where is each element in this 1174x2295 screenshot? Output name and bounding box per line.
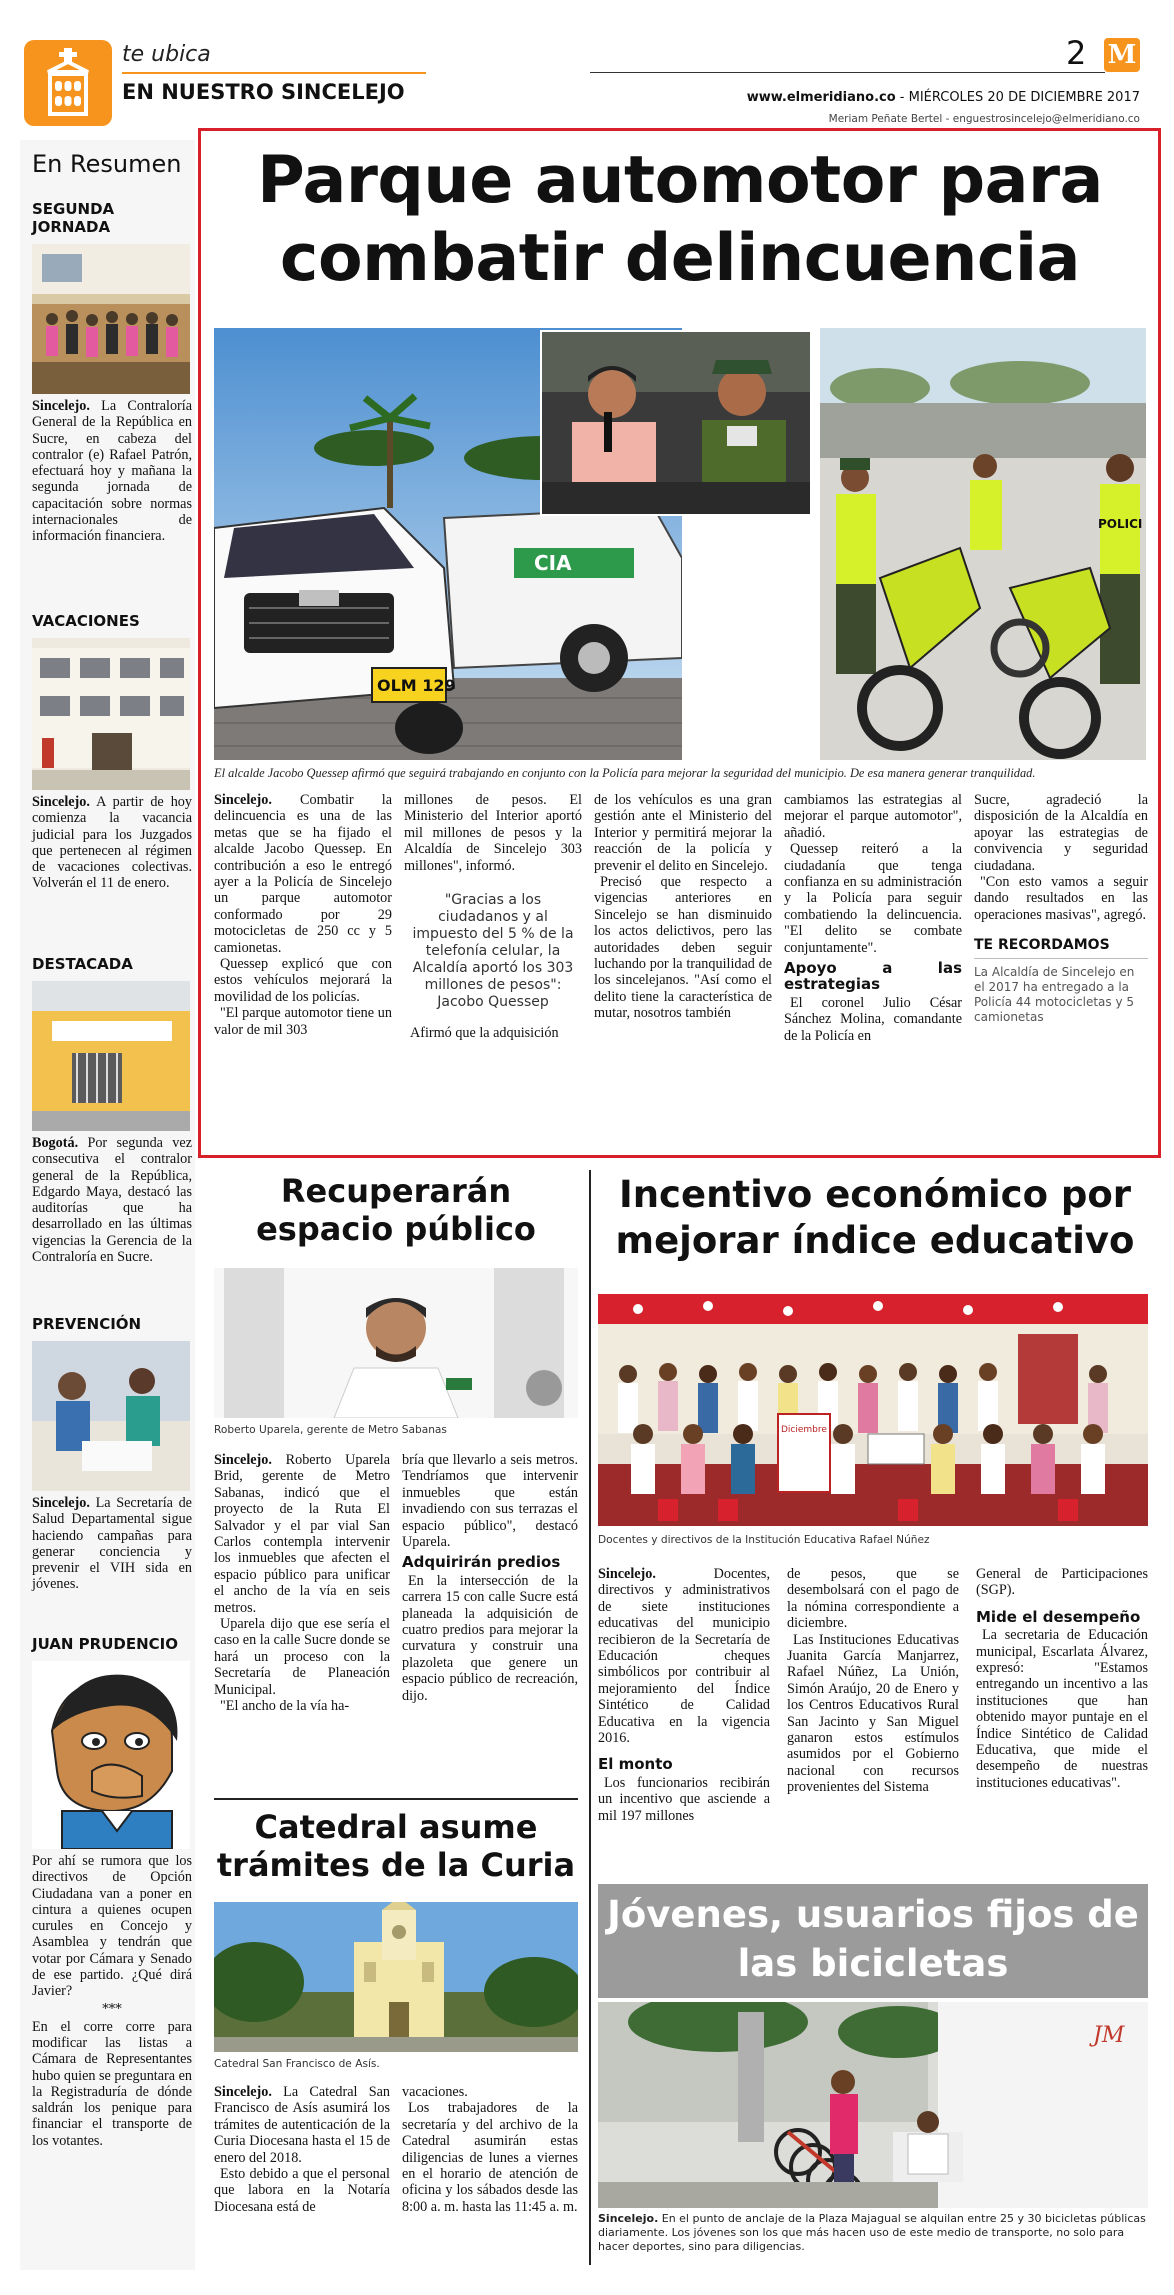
- dateline: [580, 90, 1140, 105]
- sidebar-heading: VACACIONES: [32, 612, 140, 630]
- catedral-headline: Catedral asume trámites de la Curia: [216, 1808, 576, 1884]
- recordamos-title: TE RECORDAMOS: [974, 937, 1148, 958]
- sidebar-heading: PREVENCIÓN: [32, 1315, 142, 1333]
- truck-text: CIA: [534, 551, 572, 575]
- incentivo-headline: Incentivo económico por mejorar índice educativo: [615, 1173, 1135, 1262]
- banner-text: Diciembre: [781, 1425, 827, 1435]
- separator-stars: ***: [102, 2001, 122, 2017]
- main-col-5: Sucre, agradeció la disposición de la Alcaldía en apoyar las estrategias de convivencia y seguridad ciudadana. "Con esto vamos a seguir dando resultados en las operaciones masivas", agregó. TE RECORDAMOS La Alcaldía de Sincelejo en el 2017 ha entregado a la Policía 44 motocicletas y 5 camionetas: [974, 792, 1148, 1024]
- sidebar-section-prevencion: [32, 1315, 192, 1593]
- sidebar-text: Sincelejo. La Secretaría de Salud Departamental sigue haciendo campañas para generar conciencia y prevenir el VIH sida en jóvenes.: [32, 1495, 192, 1593]
- site-url: www.elmeridiano.co: [746, 90, 896, 105]
- sidebar-heading: JUAN PRUDENCIO: [32, 1635, 179, 1653]
- catedral-rule: [214, 1798, 578, 1800]
- espacio-headline: Recuperarán espacio público: [256, 1172, 536, 1248]
- subhead-apoyo: Apoyo a las estrategias: [784, 959, 962, 994]
- incentivo-col-2: de pesos, que se desembolsará con el pago de la nómina correspondiente a diciembre. Las Instituciones Educativas Juanita García Manjarrez, Rafael Núñez, La Unión, Simón Araújo, 20 de Enero y los Centros Educativos Rural San Jacinto y San Miguel ganaron estos estímulos asumidos por el Gobierno nacional con recursos provenientes del Sistema: [787, 1566, 959, 1796]
- uparela-caption: Roberto Uparela, gerente de Metro Sabanas: [214, 1424, 447, 1436]
- espacio-col-1: Sincelejo. Roberto Uparela Brid, gerente de Metro Sabanas, indicó que el proyecto de la Ruta El Salvador y el par vial San Carlos contempla intervenir los inmuebles que afecten el espacio público para unificar el ancho de la vía en seis metros. Uparela dijo que ese sería el caso en la calle Sucre donde se hará un proceso con la Secretaría de Planeación Municipal. "El ancho de la vía ha-: [214, 1452, 390, 1715]
- header-rule: [590, 72, 1105, 73]
- sidebar-photo-conference: [32, 244, 190, 394]
- sidebar-text-2: En el corre corre para modificar las listas a Cámara de Representantes hubo quien se preguntara en la Registraduría de dónde saldrán los penique para financiar el transporte de los votantes.: [32, 2018, 192, 2149]
- sidebar-heading: SEGUNDA JORNADA: [32, 200, 115, 236]
- church-icon: [24, 40, 112, 126]
- brand-badge: [1104, 38, 1140, 72]
- incentivo-col-3: General de Participaciones (SGP). Mide el desempeño La secretaria de Educación municipal, Escarlata Álvarez, expresó: "Estamos entregando un incentivo a las instituciones que han obtenido mayor puntaje en el Índice Sintético de Calidad Educativa, que mide el desempeño de nuestras instituciones educativas".: [976, 1566, 1148, 1791]
- photo-docentes: [598, 1294, 1148, 1526]
- vest-text: POLICI: [1098, 517, 1143, 531]
- sidebar-text: Sincelejo. La Contraloría General de la República en Sucre, en cabeza del contralor (e) Rafael Patrón, efectuará hoy y mañana la segunda jornada de capacitación sobre normas internacionales de información financiera.: [32, 398, 192, 545]
- main-photo-caption: El alcalde Jacobo Quessep afirmó que seguirá trabajando en conjunto con la Policía para mejorar la seguridad del municipio. De esa manera generar tranquilidad.: [214, 766, 1036, 780]
- incentivo-col-1: Sincelejo. Docentes, directivos y administrativos de siete instituciones educativas del municipio recibieron de la Secretaría de Educación cheques simbólicos por contribuir al mejoramiento del Índice Sintético de Calidad Educativa en la vigencia 2016. El monto Los funcionarios recibirán un incentivo que asciende a mil 197 millones: [598, 1566, 770, 1824]
- pull-quote: "Gracias a los ciudadanos y al impuesto del 5 % de la telefonía celular, la Alcaldía aportó los 303 millones de pesos": Jacobo Quessep: [412, 892, 574, 1011]
- byline: Meriam Peñate Bertel - enguestrosincelejo@elmeridiano.co: [828, 113, 1140, 125]
- sidebar-section-segunda: [32, 200, 192, 545]
- main-col-2: millones de pesos. El Ministerio del Interior aportó mil millones de pesos y la Alcaldía de Sincelejo 303 millones", informó. "Gracias a los ciudadanos y al impuesto del 5 % de la telefonía celular, la Alcaldía aportó los 303 millones de pesos": Jacobo Quessep Afirmó que la adquisición: [404, 792, 582, 1042]
- photo-mayor-press: [540, 330, 812, 516]
- section-logo: [24, 40, 112, 126]
- photo-bicicletas: [598, 2002, 1148, 2208]
- catedral-col-2: vacaciones. Los trabajadores de la secretaría y del archivo de la Catedral asumirán estas diligencias de lunes a viernes en el horario de atención de oficina y los sábados desde las 8:00 a. m. hasta las 11:45 a. m.: [402, 2084, 578, 2215]
- sidebar-title: En Resumen: [32, 150, 182, 178]
- catedral-col-1: Sincelejo. La Catedral San Francisco de Asís asumirá los trámites de autenticación de la Curia Diocesana hasta el 15 de enero del 2018. Esto debido a que el personal que labora en la Notaría Diocesana está de: [214, 2084, 390, 2215]
- photo-motorcycles: [820, 328, 1146, 760]
- sidebar-section-destacada: [32, 955, 192, 1265]
- sidebar-photo-contraloria: [32, 981, 190, 1131]
- section-label-rule: [122, 72, 426, 74]
- section-label-big: EN NUESTRO SINCELEJO: [122, 80, 405, 104]
- brand-letter: M: [1107, 40, 1137, 70]
- docentes-caption: Docentes y directivos de la Institución Educativa Rafael Núñez: [598, 1534, 930, 1546]
- cartoon-illustration: [32, 1661, 190, 1849]
- graffiti-text: JM: [1093, 2023, 1125, 2048]
- sidebar-text: Por ahí se rumora que los directivos de Opción Ciudadana van a poner en cintura a quienes ocupen curules en Concejo y Asamblea y tendrán que votar por Cámara y Senado de ese partido. ¿Qué dirá Javier?: [32, 1853, 192, 2000]
- bicis-caption: Sincelejo. En el punto de anclaje de la Plaza Majagual se alquilan entre 25 y 30 bicicletas públicas diariamente. Los jóvenes son los que más hacen uso de este medio de transporte, no solo para hacer deportes, sino para diligencias.: [598, 2212, 1146, 2253]
- sidebar-section-juan: [32, 1635, 192, 2149]
- espacio-col-2: bría que llevarlo a seis metros. Tendríamos que intervenir inmuebles que están invadiendo con sus terrazas el espacio público", destacó Uparela. Adquirirán predios En la intersección de la carrera 15 con calle Sucre está planeada la adquisición de cuatro predios para mejorar la curvatura y construir una plazoleta que genere un espacio público de recreación, dijo.: [402, 1452, 578, 1704]
- photo-catedral: [214, 1902, 578, 2052]
- subhead-desempeno: Mide el desempeño: [976, 1607, 1141, 1626]
- main-col-4: cambiamos las estrategias al mejorar el parque automotor", añadió. Quessep reiteró a la ciudadanía que tenga confianza en su administración y la Policía para seguir combatiendo la delincuencia. "El delito se combate conjuntamente". Apoyo a las estrategias El coronel Julio César Sánchez Molina, comandante de la Policía en: [784, 792, 962, 1044]
- subhead-predios: Adquirirán predios: [402, 1553, 561, 1572]
- section-label-small: te ubica: [122, 42, 211, 67]
- main-col-3: de los vehículos es una gran gestión ante el Ministerio del Interior y permitirá mejorar la reacción de la policía y prevenir el delito en Sincelejo. Precisó que respecto a vigencias anteriores en Sincelejo se han disminuido los actos delictivos, pero las autoridades deben seguir luchando por la tranquilidad de los sincelejanos. "Así como el delito tiene la característica de mutar, nosotros también: [594, 792, 772, 1022]
- sidebar-heading: DESTACADA: [32, 955, 133, 973]
- subhead-monto: El monto: [598, 1755, 673, 1774]
- sidebar-photo-health: [32, 1341, 190, 1491]
- truck-plate: OLM 129: [377, 676, 456, 695]
- catedral-caption: Catedral San Francisco de Asís.: [214, 2058, 380, 2070]
- page-number: 2: [1066, 34, 1087, 72]
- photo-uparela: [214, 1268, 578, 1418]
- sidebar-text: Sincelejo. A partir de hoy comienza la vacancia judicial para los Juzgados que pertenecen al régimen de vacaciones colectivas. Volverán el 11 de enero.: [32, 794, 192, 892]
- sidebar-photo-building: [32, 638, 190, 790]
- bicis-headline: Jóvenes, usuarios fijos de las bicicletas: [607, 1893, 1139, 1985]
- sidebar-text: Bogotá. Por segunda vez consecutiva el contralor general de la República, Edgardo Maya, destacó las auditorías que ha desarrollado en las últimas vigencias la Gerencia de la Contraloría en Sucre.: [32, 1135, 192, 1266]
- main-headline: Parque automotor para combatir delincuencia: [257, 143, 1103, 296]
- sidebar-section-vacaciones: [32, 612, 192, 892]
- column-divider: [589, 1170, 591, 2265]
- main-col-1: Sincelejo. Combatir la delincuencia es una de las metas que se ha fijado el alcalde Jacobo Quessep. En contribución a eso le entregó ayer a la Policía de Sincelejo un parque automotor conformado por 29 motocicletas de 250 cc y 5 camionetas. Quessep explicó que con estos vehículos mejorará la movilidad de los policías. "El parque automotor tiene un valor de mil 303: [214, 792, 392, 1038]
- recordamos-text: La Alcaldía de Sincelejo en el 2017 ha entregado a la Policía 44 motocicletas y 5 camionetas: [974, 964, 1135, 1024]
- date: - MIÉRCOLES 20 DE DICIEMBRE 2017: [895, 90, 1140, 105]
